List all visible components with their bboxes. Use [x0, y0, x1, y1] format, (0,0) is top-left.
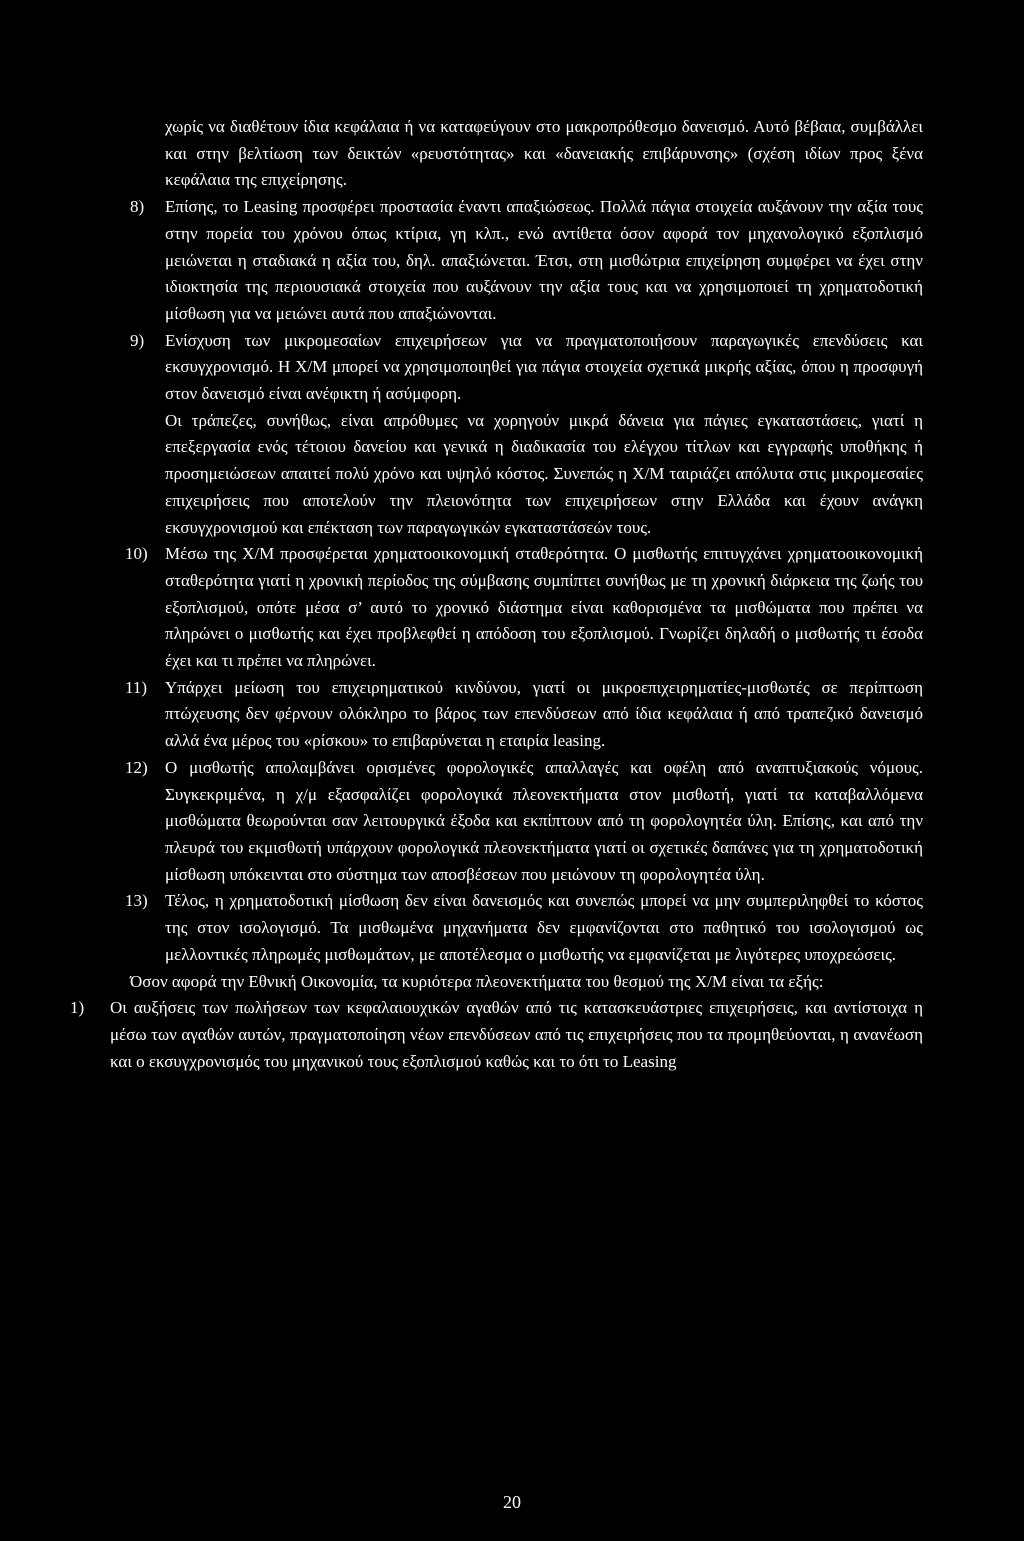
document-body — [70, 114, 923, 1075]
list-item-text: Οι αυξήσεις των πωλήσεων των κεφαλαιουχικών αγαθών από τις κατασκευάστριες επιχειρήσεις, και αντίστοιχα η μέσω των αγαθών αυτών, πραγματοποίηση νέων επενδύσεων από τις επιχειρήσεις που τα προμηθεύονται, η ανανέωση και ο εκσυγχρονισμός του μηχανικού τους εξοπλισμού καθώς και το ότι το Leasing — [110, 998, 923, 1071]
list-item-text: Υπάρχει μείωση του επιχειρηματικού κινδύνου, γιατί οι μικροεπιχειρηματίες-μισθωτές σε περίπτωση πτώχευσης δεν φέρνουν ολόκληρο το βάρος των επενδύσεων από ίδια κεφάλαια ή από τραπεζικό δανεισμό αλλά ένα μέρος του «ρίσκου» το επιβαρύνεται η εταιρία leasing. — [165, 677, 923, 751]
list-item-11 — [125, 675, 923, 755]
list-item-number: 9) — [130, 330, 145, 350]
page-number: 20 — [503, 1492, 521, 1512]
list-item-number: 8) — [130, 197, 145, 217]
list-item-text: Επίσης, το Leasing προσφέρει προστασία έναντι απαξιώσεως. Πολλά πάγια στοιχεία αυξάνουν την αξία τους στην πορεία του χρόνου όπως κτίρια, γη κλπ., ενώ αντίθετα όσον αφορά τον μηχανολογικό εξοπλισμό μειώνεται η σταδιακά η αξία του, δηλ. απαξιώνεται. Έτσι, στη μισθώτρια επιχείρηση συμφέρει να έχει στην ιδιοκτησία της περιουσιακά στοιχεία που αυξάνουν την αξία τους και να χρησιμοποιεί τη χρηματοδοτική μίσθωση για να μειώνει αυτά που απαξιώνονται. — [165, 197, 923, 323]
list-item-text: Μέσω της Χ/Μ προσφέρεται χρηματοοικονομική σταθερότητα. Ο μισθωτής επιτυγχάνει χρηματοοικονομική σταθερότητα γιατί η χρονική περίοδος της σύμβασης συμπίπτει συνήθως με τη χρονική διάρκεια της ζωής του εξοπλισμού, οπότε μέσα σ’ αυτό το χρονικό διάστημα είναι καθορισμένα τα μισθώματα που πρέπει να πληρώνει ο μισθωτής και έχει προβλεφθεί η απόδοση του εξοπλισμού. Γνωρίζει δηλαδή ο μισθωτής τι έσοδα έχει και τι πρέπει να πληρώνει. — [165, 544, 923, 671]
list-item-number: 10) — [125, 544, 148, 564]
list-item-9 — [130, 328, 923, 408]
list-item-text: Ενίσχυση των μικρομεσαίων επιχειρήσεων για να πραγματοποιήσουν παραγωγικές επενδύσεις και εκσυγχρονισμό. Η Χ/Μ μπορεί να χρησιμοποιηθεί για πάγια στοιχεία σχετικά μικρής αξίας, όπου η προσφυγή στον δανεισμό είναι ανέφικτη ή ασύμφορη. — [165, 330, 923, 404]
paragraph-continuation-1: χωρίς να διαθέτουν ίδια κεφάλαια ή να καταφεύγουν στο μακροπρόθεσμο δανεισμό. Αυτό βέβαια, συμβάλλει και στην βελτίωση των δεικτών «ρευστότητας» και «δανειακής επιβάρυνσης» (σχέση ιδίων προς ξένα κεφάλαια της επιχείρησης. — [165, 117, 923, 190]
list-item-10 — [125, 541, 923, 675]
list-item-1 — [70, 995, 923, 1075]
list-item-13 — [125, 888, 923, 968]
paragraph-national-economy: Όσον αφορά την Εθνική Οικονομία, τα κυριότερα πλεονεκτήματα του θεσμού της Χ/Μ είναι τα εξής: — [130, 971, 824, 991]
list-item-8 — [130, 194, 923, 328]
list-item-text: Ο μισθωτής απολαμβάνει ορισμένες φορολογικές απαλλαγές και οφέλη από αναπτυξιακούς νόμους. Συγκεκριμένα, η χ/μ εξασφαλίζει φορολογικά πλεονεκτήματα στον μισθωτή, γιατί τα καταβαλλόμενα μισθώματα θεωρούνται σαν λειτουργικά έξοδα και εκπίπτουν από τη φορολογητέα ύλη. Επίσης, και από την πλευρά του εκμισθωτή υπάρχουν φορολογικά πλεονεκτήματα γιατί οι σχετικές δαπάνες για τη χρηματοδοτική μίσθωση υπόκεινται στο σύστημα των αποσβέσεων που μειώνουν τη φορολογητέα ύλη. — [165, 757, 923, 884]
list-item-12 — [125, 755, 923, 889]
paragraph-continuation-2: Οι τράπεζες, συνήθως, είναι απρόθυμες να χορηγούν μικρά δάνεια για πάγιες εγκαταστάσεις, γιατί η επεξεργασία ενός τέτοιου δανείου και γενικά η διαδικασία του ελέγχου τίτλων και εγγραφής υποθήκης ή προσημειώσεων απαιτεί πολύ χρόνο και υψηλό κόστος. Συνεπώς η Χ/Μ ταιριάζει απόλυτα στις μικρομεσαίες επιχειρήσεις που αποτελούν την πλειονότητα των επιχειρήσεων στην Ελλάδα και έχουν ανάγκη εκσυγχρονισμού και επέκταση των παραγωγικών εγκαταστάσεών τους. — [165, 410, 923, 537]
list-item-number: 13) — [125, 891, 148, 911]
list-item-number: 11) — [125, 677, 148, 697]
list-item-number: 1) — [70, 998, 85, 1018]
list-item-number: 12) — [125, 757, 148, 777]
list-item-text: Τέλος, η χρηματοδοτική μίσθωση δεν είναι δανεισμός και συνεπώς μπορεί να μην συμπεριληφθεί το κόστος της στον ισολογισμό. Τα μισθωμένα μηχανήματα δεν εμφανίζονται στο παθητικό του ισολογισμού ως μελλοντικές πληρωμές μισθωμάτων, με αποτέλεσμα ο μισθωτής να εμφανίζεται με λιγότερες υποχρεώσεις. — [165, 891, 923, 964]
